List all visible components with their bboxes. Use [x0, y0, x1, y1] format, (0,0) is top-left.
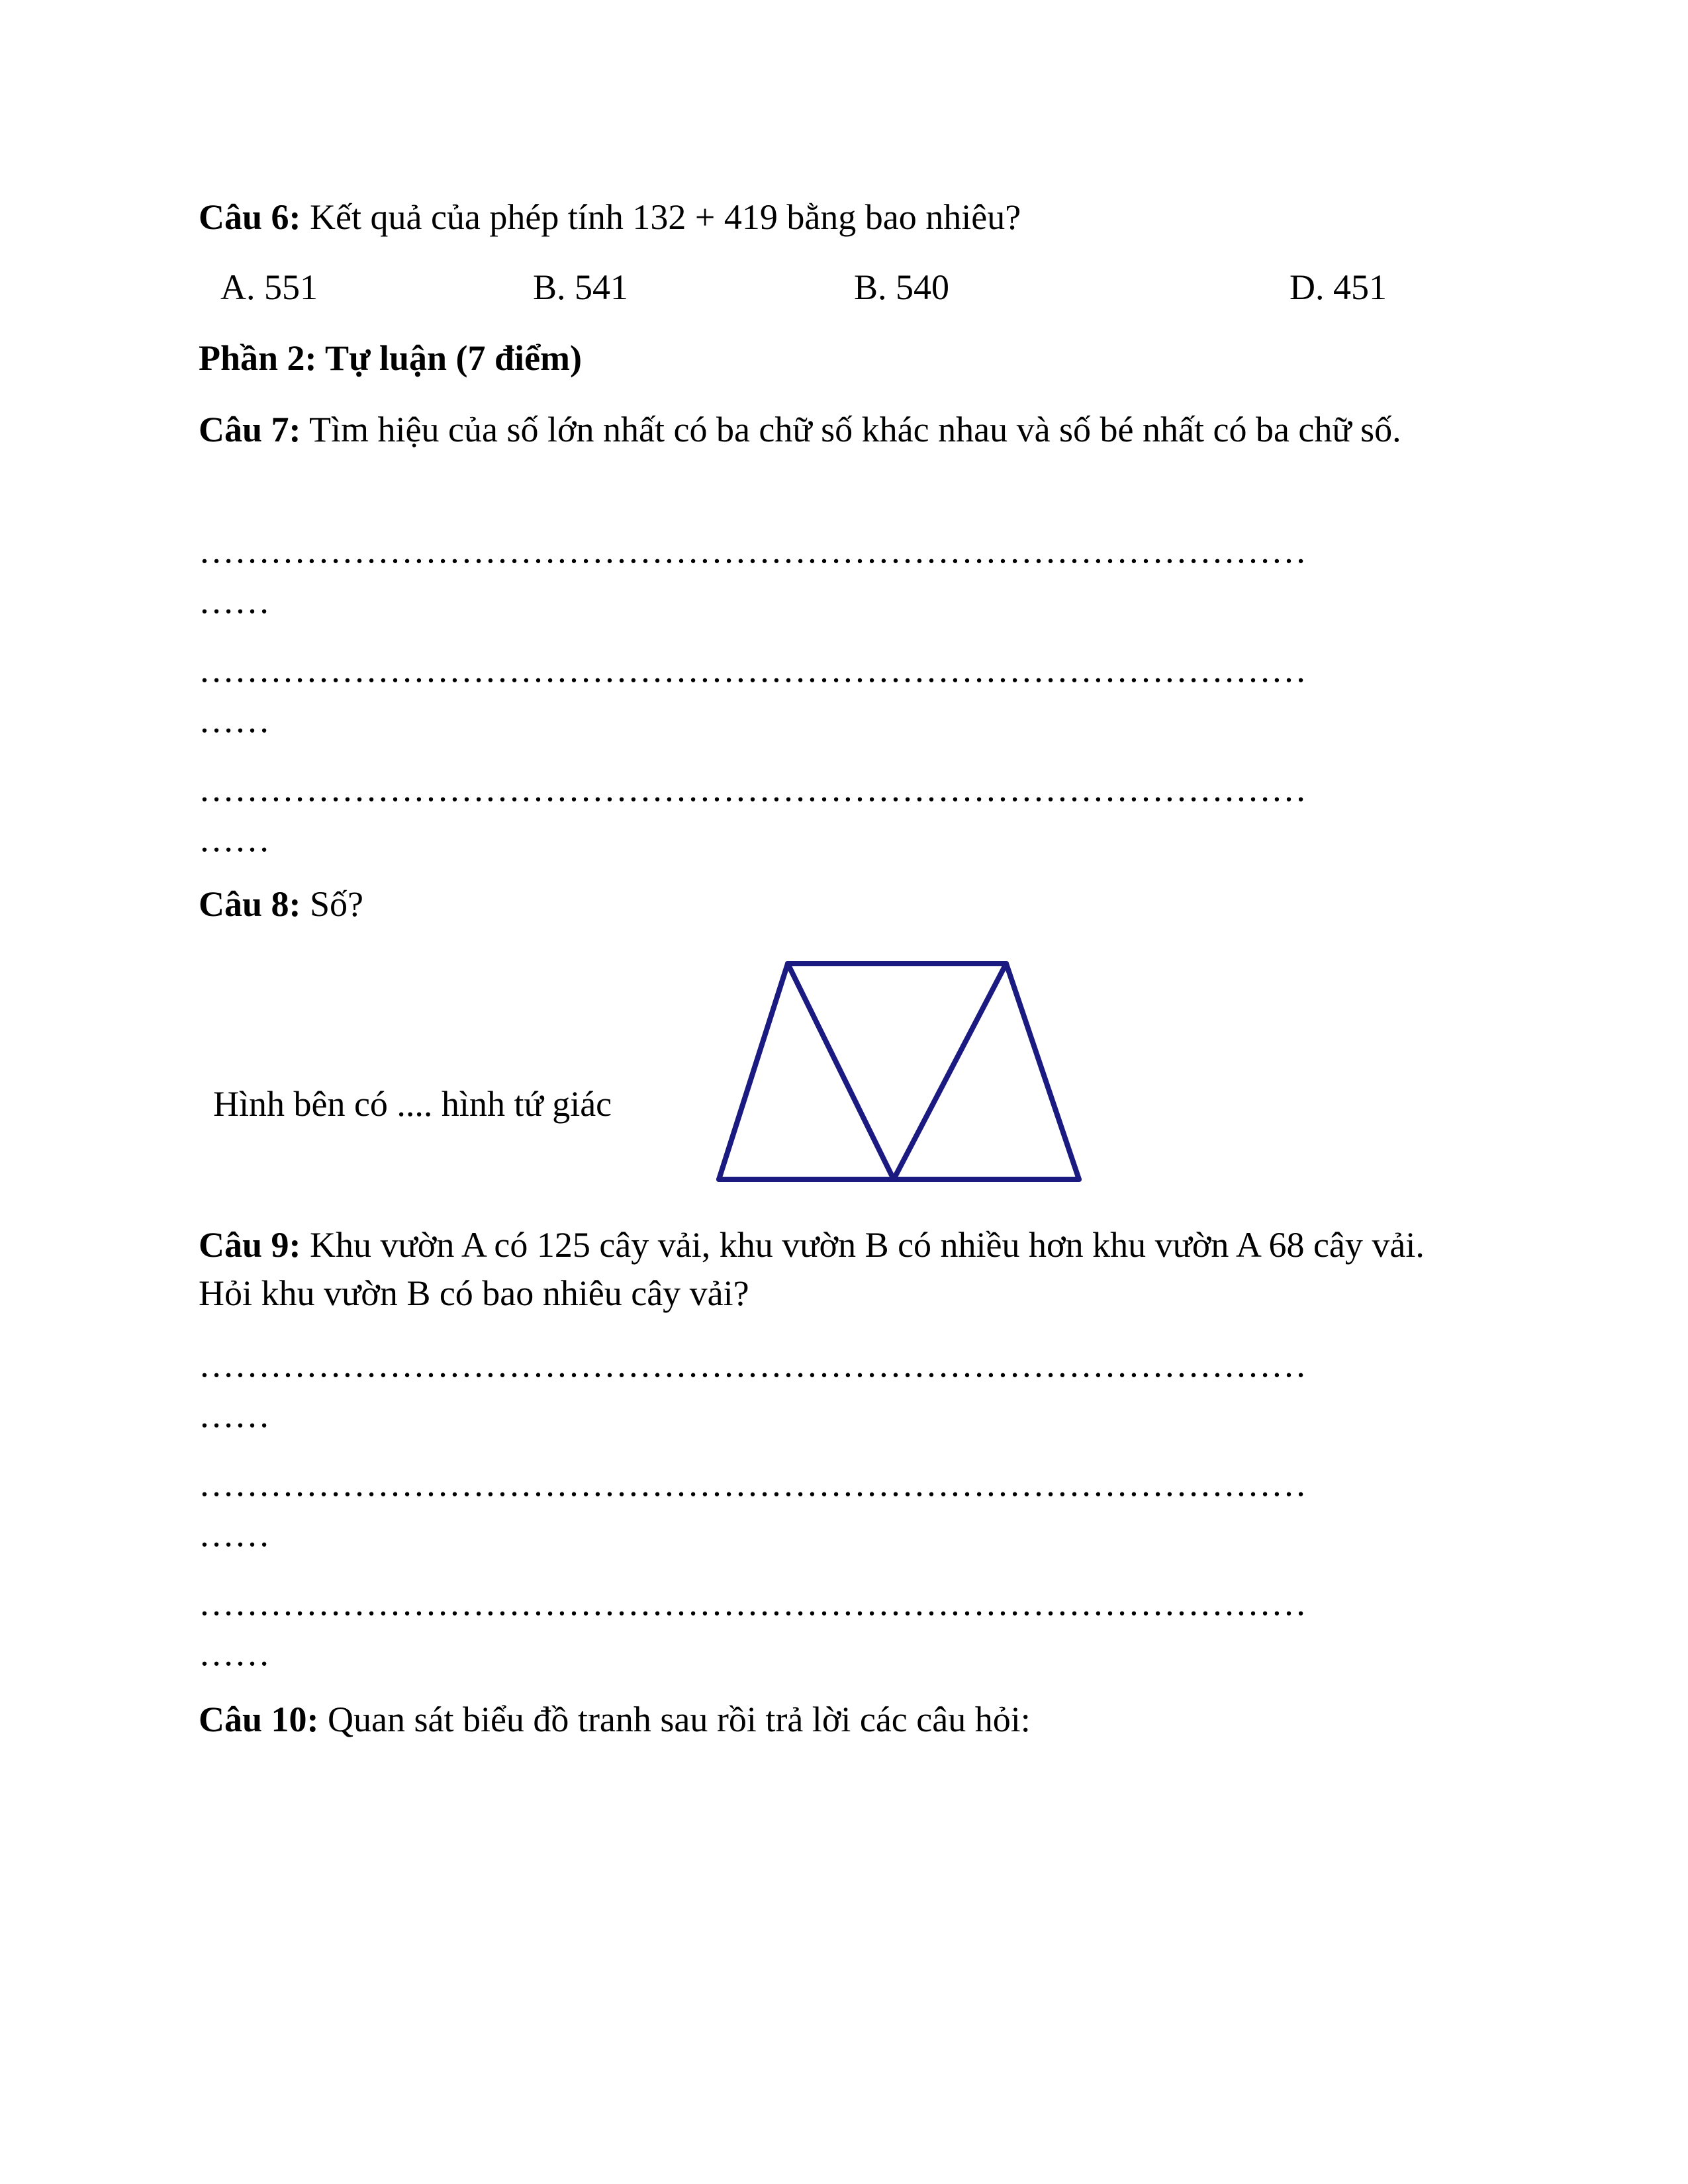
part-2-title: Phần 2: Tự luận (7 điểm) — [199, 338, 582, 378]
answer-line-tail: …… — [199, 580, 270, 621]
inner-diagonal-left — [788, 964, 894, 1179]
question-8 — [199, 880, 363, 929]
question-9-label: Câu 9: — [199, 1225, 301, 1265]
answer-lines-q9 — [199, 1578, 1307, 1678]
answer-line: ………………………………………………………………………………… — [199, 769, 1307, 809]
answer-line-tail: …… — [199, 1514, 270, 1554]
q6-option-c: B. 540 — [854, 267, 950, 307]
question-10 — [199, 1696, 1031, 1744]
trapezoid-left-edge — [719, 964, 788, 1179]
question-7-text: Tìm hiệu của số lớn nhất có ba chữ số khác nhau và số bé nhất có ba chữ số. — [301, 410, 1401, 449]
answer-line: ………………………………………………………………………………… — [199, 1345, 1307, 1385]
question-6-text: Kết quả của phép tính 132 + 419 bằng bao nhiêu? — [301, 197, 1021, 237]
answer-lines-q7 — [199, 645, 1307, 745]
answer-line-tail: …… — [199, 1633, 270, 1673]
answer-line-tail: …… — [199, 819, 270, 859]
answer-line: ………………………………………………………………………………… — [199, 1464, 1307, 1504]
answer-lines-q9 — [199, 1459, 1307, 1559]
question-8-statement: Hình bên có .... hình tứ giác — [213, 1084, 612, 1124]
answer-line-tail: …… — [199, 700, 270, 740]
trapezoid-figure — [702, 953, 1092, 1198]
question-8-label: Câu 8: — [199, 884, 301, 924]
question-6-label: Câu 6: — [199, 197, 301, 237]
question-9 — [199, 1221, 1483, 1318]
answer-line: ………………………………………………………………………………… — [199, 650, 1307, 690]
q6-option-b: B. 541 — [533, 267, 629, 307]
question-7-label: Câu 7: — [199, 410, 301, 449]
question-10-label: Câu 10: — [199, 1700, 319, 1739]
question-8-text: Số? — [301, 884, 364, 924]
answer-lines-q7 — [199, 526, 1307, 626]
q6-option-a: A. 551 — [220, 267, 318, 307]
answer-lines-q9 — [199, 1340, 1307, 1440]
question-10-text: Quan sát biểu đồ tranh sau rồi trả lời các câu hỏi: — [318, 1700, 1031, 1739]
inner-diagonal-right — [894, 964, 1006, 1179]
question-7 — [199, 406, 1483, 454]
question-9-text: Khu vườn A có 125 cây vải, khu vườn B có nhiều hơn khu vườn A 68 cây vải. Hỏi khu vườn B có bao nhiêu cây vải? — [199, 1225, 1425, 1313]
trapezoid-right-edge — [1006, 964, 1079, 1179]
answer-lines-q7 — [199, 764, 1307, 864]
question-6 — [199, 193, 1021, 242]
answer-line: ………………………………………………………………………………… — [199, 1583, 1307, 1623]
answer-line: ………………………………………………………………………………… — [199, 531, 1307, 570]
answer-line-tail: …… — [199, 1394, 270, 1435]
q6-option-d: D. 451 — [1289, 267, 1387, 307]
